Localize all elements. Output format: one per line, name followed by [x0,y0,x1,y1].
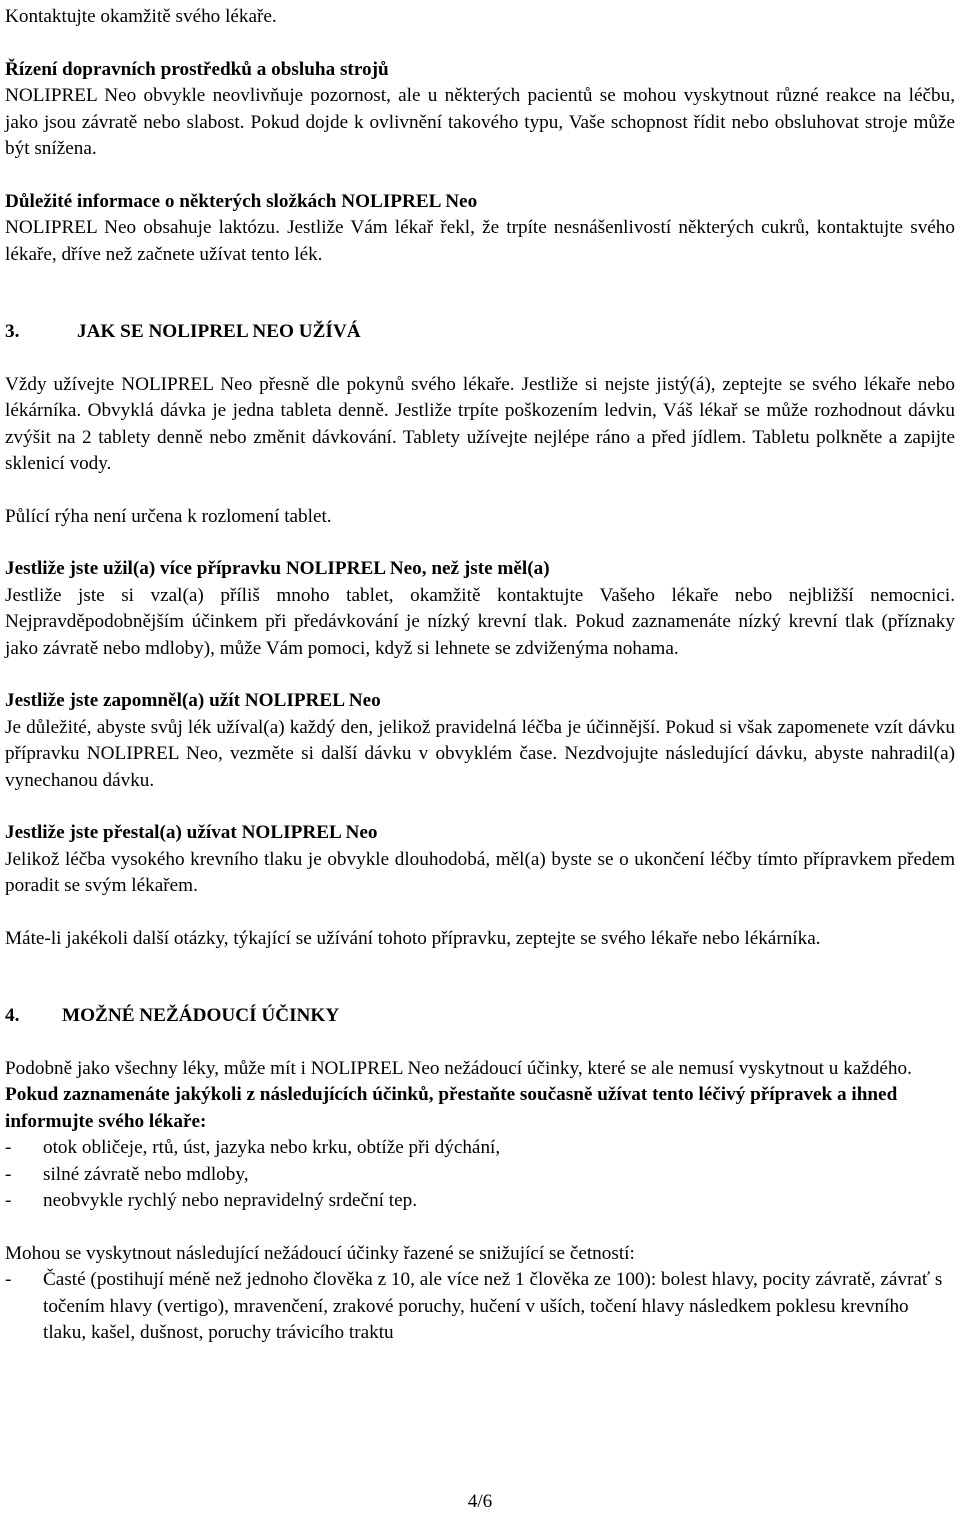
paragraph-questions: Máte-li jakékoli další otázky, týkající se užívání tohoto přípravku, zeptejte se svého lékaře nebo lékárníka. [5,927,821,949]
list-item-text: otok obličeje, rtů, úst, jazyka nebo krku, obtíže při dýchání, [43,1137,501,1158]
heading-driving: Řízení dopravních prostředků a obsluha strojů [5,58,389,80]
section-3-number: 3. [5,321,20,342]
list-item [5,1267,955,1347]
section-4-number: 4. [5,1005,20,1026]
section-4-heading [5,1003,955,1030]
list-dash: - [5,1137,12,1158]
section-4-title: MOŽNÉ NEŽÁDOUCÍ ÚČINKY [62,1005,340,1026]
list-item [5,1135,955,1162]
list-dash: - [5,1190,12,1211]
paragraph-stop-taking: Jelikož léčba vysokého krevního tlaku je obvykle dlouhodobá, měl(a) byste se o ukončení léčby tímto přípravkem předem poradit se svým lékařem. [5,848,955,896]
paragraph-missed-dose: Je důležité, abyste svůj lék užíval(a) každý den, jelikož pravidelná léčba je účinnější. Pokud si však zapomenete vzít dávku přípravku NOLIPREL Neo, vezměte si další dávku v obvyklém čase. Nezdvojujte následující dávku, abyste nahradil(a) vynechanou dávku. [5,716,955,791]
heading-stop-taking: Jestliže jste přestal(a) užívat NOLIPREL Neo [5,822,378,843]
frequency-list [5,1267,955,1347]
paragraph-score-line: Půlící rýha není určena k rozlomení tablet. [5,505,332,527]
page-number: 4/6 [467,1491,493,1512]
paragraph-side-effects-intro: Podobně jako všechny léky, může mít i NOLIPREL Neo nežádoucí účinky, které se ale nemusí vyskytnout u každého. [5,1057,912,1079]
list-item-text: silné závratě nebo mdloby, [43,1163,249,1185]
list-dash: - [5,1269,12,1290]
instruction-line: Kontaktujte okamžitě svého lékaře. [5,6,277,27]
heading-overdose: Jestliže jste užil(a) více přípravku NOLIPREL Neo, než jste měl(a) [5,558,550,579]
heading-ingredients: Důležité informace o některých složkách NOLIPREL Neo [5,190,478,212]
list-item-text: Časté (postihují méně než jednoho člověka z 10, ale více než 1 člověka ze 100): bolest hlavy, pocity závratě, závrať s točením hlavy (vertigo), mravenčení, zrakové poruchy, hučení v uších, točení hlavy následkem poklesu krevního tlaku, kašel, dušnost, poruchy trávicího traktu [43,1269,943,1343]
paragraph-stop-warning: Pokud zaznamenáte jakýkoli z následujících účinků, přestaňte současně užívat tento léčivý přípravek a ihned informujte svého lékaře: [5,1084,898,1132]
paragraph-frequency-intro: Mohou se vyskytnout následující nežádoucí účinky řazené se snižující se četností: [5,1242,635,1264]
document-page [5,4,955,1347]
list-dash: - [5,1163,12,1185]
list-item-text: neobvykle rychlý nebo nepravidelný srdeční tep. [43,1190,418,1211]
list-item [5,1162,955,1189]
paragraph-driving: NOLIPREL Neo obvykle neovlivňuje pozornost, ale u některých pacientů se mohou vyskytnout různé reakce na léčbu, jako jsou závratě nebo slabost. Pokud dojde k ovlivnění takového typu, Vaše schopnost řídit nebo obsluhovat stroje může být snížena. [5,85,955,159]
paragraph-ingredients: NOLIPREL Neo obsahuje laktózu. Jestliže Vám lékař řekl, že trpíte nesnášenlivostí některých cukrů, kontaktujte svého lékaře, dříve než začnete užívat tento lék. [5,217,955,265]
list-item [5,1188,955,1215]
paragraph-dosage: Vždy užívejte NOLIPREL Neo přesně dle pokynů svého lékaře. Jestliže si nejste jistý(á), zeptejte se svého lékaře nebo lékárníka. Obvyklá dávka je jedna tableta denně. Jestliže trpíte poškozením ledvin, Váš lékař se může rozhodnout dávku zvýšit na 2 tablety denně nebo změnit dávkování. Tablety užívejte nejlépe ráno a před jídlem. Tabletu polkněte a zapijte sklenicí vody. [5,373,955,474]
serious-effects-list [5,1135,955,1215]
section-3-title: JAK SE NOLIPREL NEO UŽÍVÁ [77,321,361,342]
section-3-heading [5,319,955,346]
heading-missed-dose: Jestliže jste zapomněl(a) užít NOLIPREL Neo [5,690,381,711]
paragraph-overdose: Jestliže jste si vzal(a) příliš mnoho tablet, okamžitě kontaktujte Vašeho lékaře nebo nejbližší nemocnici. Nejpravděpodobnějším účinkem při předávkování je nízký krevní tlak. Pokud zaznamenáte nízký krevní tlak (příznaky jako závratě nebo mdloby), může Vám pomoci, když si lehnete se zdviženýma nohama. [5,584,955,659]
